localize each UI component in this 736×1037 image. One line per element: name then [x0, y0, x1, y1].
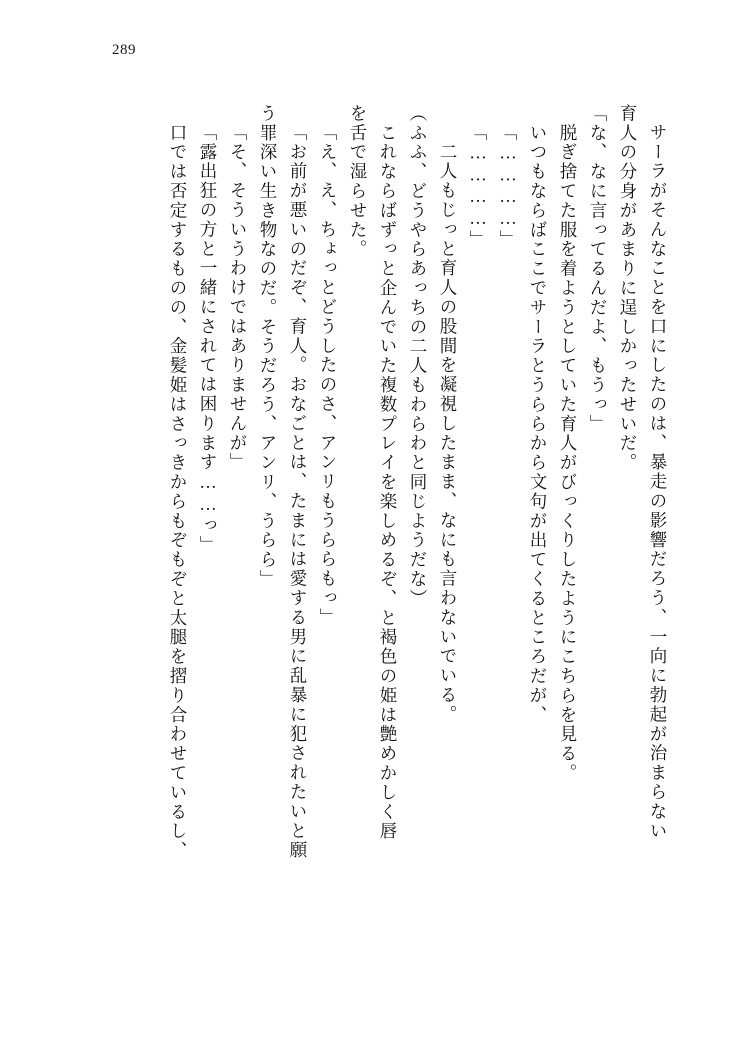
text-line: 脱ぎ捨てた服を着ようとしていた育人がびっくりしたようにこちらを見る。 [558, 104, 578, 783]
text-line: 二人もじっと育人の股間を凝視したまま、なにも言わないでいる。 [438, 123, 458, 725]
text-line: 口では否定するものの、金髪姫はさっきからもぞもぞと太腿を摺り合わせているし、 [168, 104, 188, 861]
text-line: （ふふ、どうやらあっちの二人もわらわと同じようだな） [408, 104, 428, 609]
page-number: 289 [112, 42, 136, 58]
text-line: 「え、え、ちょっとどうしたのさ、アンリもうららもっ」 [318, 123, 338, 628]
text-line: う罪深い生き物なのだ。そうだろう、アンリ、うらら」 [258, 104, 278, 589]
text-line: 「…………」 [498, 123, 518, 250]
text-line: これならばずっと企んでいた複数プレイを楽しめるぞ、と褐色の姫は艶めかしく唇 [378, 104, 398, 842]
text-line: 「な、なに言ってるんだよ、もうっ」 [588, 104, 608, 434]
text-line: 育人の分身があまりに逞しかったせいだ。 [618, 104, 638, 473]
text-line: 「お前が悪いのだぞ、育人。おなごとは、たまには愛する男に乱暴に犯されたいと願 [288, 123, 308, 861]
page-text-body [88, 104, 666, 964]
text-line: いつもならばここでサーラとうららから文句が出てくるところだが、 [528, 104, 548, 725]
text-line: サーラがそんなことを口にしたのは、暴走の影響だろう、一向に勃起が治まらない [648, 123, 668, 841]
text-line: を舌で湿らせた。 [348, 104, 368, 260]
text-line: 「露出狂の方と一緒にされては困ります……っ」 [198, 123, 218, 555]
text-line: 「…………」 [468, 123, 488, 250]
text-line: 「そ、そういうわけではありませんが」 [228, 123, 248, 473]
